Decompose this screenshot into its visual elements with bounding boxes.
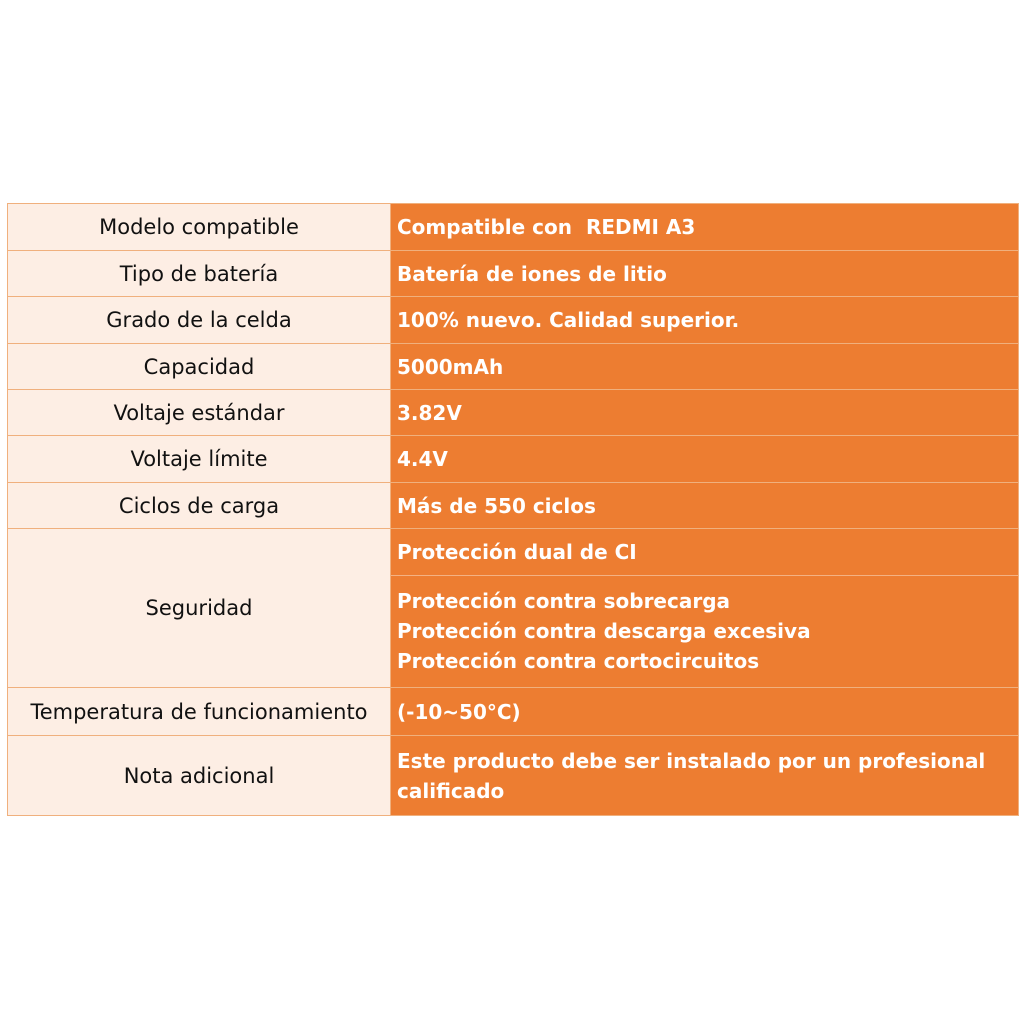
table-row bbox=[8, 483, 1019, 529]
temperature-value: (-10~50°C) bbox=[391, 688, 1019, 736]
row-label: Modelo compatible bbox=[8, 204, 391, 251]
table-row bbox=[8, 390, 1019, 436]
row-label: Ciclos de carga bbox=[8, 483, 391, 529]
row-label: Voltaje límite bbox=[8, 436, 391, 483]
temperature-label: Temperatura de funcionamiento bbox=[8, 688, 391, 736]
security-label: Seguridad bbox=[8, 529, 391, 688]
row-label: Tipo de batería bbox=[8, 251, 391, 297]
table-row bbox=[8, 688, 1019, 736]
security-values bbox=[391, 529, 1019, 688]
table-row bbox=[8, 344, 1019, 390]
table-row-security bbox=[8, 529, 1019, 688]
security-item: Protección dual de CI bbox=[391, 529, 1018, 576]
security-item: Protección contra descarga excesiva bbox=[397, 619, 811, 643]
row-label: Grado de la celda bbox=[8, 297, 391, 344]
row-value: Más de 550 ciclos bbox=[391, 483, 1019, 529]
note-value bbox=[391, 736, 1019, 816]
row-label: Voltaje estándar bbox=[8, 390, 391, 436]
table-row bbox=[8, 736, 1019, 816]
table-row bbox=[8, 251, 1019, 297]
note-label: Nota adicional bbox=[8, 736, 391, 816]
row-value: Compatible con REDMI A3 bbox=[391, 204, 1019, 251]
note-line: calificado bbox=[397, 778, 505, 803]
row-value: Batería de iones de litio bbox=[391, 251, 1019, 297]
battery-spec-table bbox=[7, 203, 1019, 816]
note-line: Este producto debe ser instalado por un profesional bbox=[397, 748, 986, 773]
row-value: 3.82V bbox=[391, 390, 1019, 436]
row-value: 4.4V bbox=[391, 436, 1019, 483]
table-row bbox=[8, 297, 1019, 344]
table-row bbox=[8, 436, 1019, 483]
security-item: Protección contra cortocircuitos bbox=[397, 649, 760, 673]
row-value: 5000mAh bbox=[391, 344, 1019, 390]
table-row bbox=[8, 204, 1019, 251]
row-label: Capacidad bbox=[8, 344, 391, 390]
security-item: Protección contra sobrecarga bbox=[397, 589, 731, 613]
row-value: 100% nuevo. Calidad superior. bbox=[391, 297, 1019, 344]
